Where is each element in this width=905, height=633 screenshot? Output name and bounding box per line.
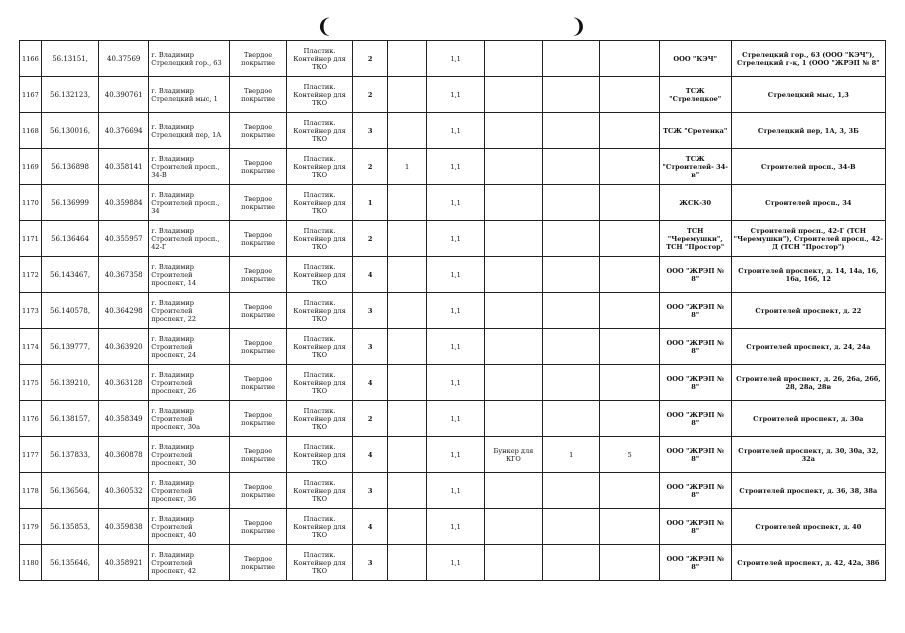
bulky-waste-count-cell: 1 [543,437,600,473]
container-type-cell: Пластик. Контейнер для ТКО [286,365,353,401]
bulky-waste-volume-cell [600,365,659,401]
address-cell: г. Владимир Стрелецкий гор., 63 [149,41,230,77]
bulky-waste-count-cell [543,185,600,221]
container-type-cell: Пластик. Контейнер для ТКО [286,41,353,77]
owner-org-cell: ТСН "Черемушки", ТСН "Простор" [659,221,731,257]
container-type-cell: Пластик. Контейнер для ТКО [286,473,353,509]
container-count-cell: 3 [353,293,387,329]
container-volume-cell: 1,1 [427,473,484,509]
bulky-waste-type-cell [484,401,542,437]
surface-cell: Твердое покрытие [230,113,286,149]
longitude-cell: 40.360532 [99,473,149,509]
table-row [20,41,886,77]
bulky-waste-type-cell [484,293,542,329]
container-type-cell: Пластик. Контейнер для ТКО [286,437,353,473]
bulky-waste-count-cell [543,401,600,437]
bulky-waste-volume-cell [600,473,659,509]
container-count-cell: 1 [353,185,387,221]
bulky-waste-volume-cell [600,185,659,221]
served-objects-cell: Строителей просп., 34 [731,185,885,221]
bulky-waste-type-cell [484,41,542,77]
bulky-waste-volume-cell [600,545,659,581]
container-type-cell: Пластик. Контейнер для ТКО [286,509,353,545]
container-count-cell: 3 [353,473,387,509]
container-count-cell: 4 [353,509,387,545]
latitude-cell: 56.132123, [41,77,98,113]
container-type-cell: Пластик. Контейнер для ТКО [286,149,353,185]
container-volume-cell: 1,1 [427,401,484,437]
bulky-waste-type-cell [484,473,542,509]
address-cell: г. Владимир Строителей просп., 42-Г [149,221,230,257]
table-row [20,509,886,545]
row-number-cell: 1179 [20,509,42,545]
container-volume-cell: 1,1 [427,257,484,293]
surface-cell: Твердое покрытие [230,77,286,113]
owner-org-cell: ООО "ЖРЭП № 8" [659,437,731,473]
owner-org-cell: ООО "ЖРЭП № 8" [659,401,731,437]
address-cell: г. Владимир Стрелецкий пер, 1А [149,113,230,149]
longitude-cell: 40.376694 [99,113,149,149]
address-cell: г. Владимир Строителей проспект, 42 [149,545,230,581]
container-type-cell: Пластик. Контейнер для ТКО [286,545,353,581]
row-number-cell: 1173 [20,293,42,329]
extra-count-cell [387,41,427,77]
bulky-waste-count-cell [543,149,600,185]
bulky-waste-count-cell [543,41,600,77]
owner-org-cell: ООО "ЖРЭП № 8" [659,473,731,509]
longitude-cell: 40.360878 [99,437,149,473]
container-volume-cell: 1,1 [427,221,484,257]
longitude-cell: 40.355957 [99,221,149,257]
address-cell: г. Владимир Строителей проспект, 24 [149,329,230,365]
container-volume-cell: 1,1 [427,437,484,473]
served-objects-cell: Строителей проспект, д. 24, 24а [731,329,885,365]
extra-count-cell [387,293,427,329]
served-objects-cell: Стрелецкий гор., 63 (ООО "КЭЧ"), Стрелецкий г-к, 1 (ООО "ЖРЭП № 8" [731,41,885,77]
row-number-cell: 1171 [20,221,42,257]
table-body [20,41,886,581]
longitude-cell: 40.364298 [99,293,149,329]
latitude-cell: 56.135646, [41,545,98,581]
owner-org-cell: ООО "ЖРЭП № 8" [659,293,731,329]
bulky-waste-volume-cell [600,329,659,365]
row-number-cell: 1169 [20,149,42,185]
container-count-cell: 3 [353,113,387,149]
row-number-cell: 1168 [20,113,42,149]
surface-cell: Твердое покрытие [230,257,286,293]
address-cell: г. Владимир Строителей проспект, 36 [149,473,230,509]
container-count-cell: 4 [353,257,387,293]
bulky-waste-type-cell [484,509,542,545]
container-count-cell: 4 [353,437,387,473]
table-row [20,257,886,293]
waste-sites-table [19,40,886,581]
owner-org-cell: ООО "ЖРЭП № 8" [659,329,731,365]
latitude-cell: 56.130016, [41,113,98,149]
address-cell: г. Владимир Строителей проспект, 14 [149,257,230,293]
latitude-cell: 56.136564, [41,473,98,509]
surface-cell: Твердое покрытие [230,365,286,401]
longitude-cell: 40.390761 [99,77,149,113]
row-number-cell: 1180 [20,545,42,581]
surface-cell: Твердое покрытие [230,329,286,365]
bulky-waste-count-cell [543,365,600,401]
table-row [20,401,886,437]
table-row [20,113,886,149]
extra-count-cell [387,365,427,401]
bulky-waste-type-cell [484,329,542,365]
owner-org-cell: ООО "ЖРЭП № 8" [659,257,731,293]
bulky-waste-count-cell [543,221,600,257]
owner-org-cell: ЖСК-30 [659,185,731,221]
container-count-cell: 2 [353,221,387,257]
bulky-waste-volume-cell [600,41,659,77]
extra-count-cell [387,77,427,113]
latitude-cell: 56.139777, [41,329,98,365]
row-number-cell: 1177 [20,437,42,473]
container-type-cell: Пластик. Контейнер для ТКО [286,221,353,257]
bulky-waste-type-cell [484,77,542,113]
served-objects-cell: Строителей проспект, д. 40 [731,509,885,545]
address-cell: г. Владимир Строителей проспект, 30 [149,437,230,473]
table-row [20,185,886,221]
bulky-waste-volume-cell [600,113,659,149]
table-row [20,437,886,473]
container-volume-cell: 1,1 [427,149,484,185]
served-objects-cell: Строителей проспект, д. 22 [731,293,885,329]
extra-count-cell [387,401,427,437]
table-row [20,365,886,401]
latitude-cell: 56.138157, [41,401,98,437]
surface-cell: Твердое покрытие [230,473,286,509]
extra-count-cell [387,257,427,293]
extra-count-cell [387,185,427,221]
bulky-waste-count-cell [543,473,600,509]
bulky-waste-type-cell [484,257,542,293]
longitude-cell: 40.359838 [99,509,149,545]
bulky-waste-count-cell [543,113,600,149]
served-objects-cell: Строителей проспект, д. 30а [731,401,885,437]
latitude-cell: 56.13151, [41,41,98,77]
extra-count-cell [387,437,427,473]
table-row [20,149,886,185]
row-number-cell: 1172 [20,257,42,293]
served-objects-cell: Стрелецкий пер, 1А, 3, 3Б [731,113,885,149]
container-type-cell: Пластик. Контейнер для ТКО [286,293,353,329]
bulky-waste-type-cell [484,545,542,581]
address-cell: г. Владимир Строителей проспект, 26 [149,365,230,401]
latitude-cell: 56.140578, [41,293,98,329]
surface-cell: Твердое покрытие [230,509,286,545]
bulky-waste-volume-cell [600,77,659,113]
container-volume-cell: 1,1 [427,77,484,113]
longitude-cell: 40.358349 [99,401,149,437]
address-cell: г. Владимир Строителей проспект, 30а [149,401,230,437]
container-volume-cell: 1,1 [427,113,484,149]
bulky-waste-type-cell [484,221,542,257]
surface-cell: Твердое покрытие [230,401,286,437]
address-cell: г. Владимир Строителей проспект, 40 [149,509,230,545]
table-row [20,293,886,329]
container-count-cell: 2 [353,149,387,185]
bulky-waste-volume-cell [600,293,659,329]
row-number-cell: 1175 [20,365,42,401]
container-volume-cell: 1,1 [427,365,484,401]
container-volume-cell: 1,1 [427,41,484,77]
longitude-cell: 40.363128 [99,365,149,401]
table-row [20,77,886,113]
container-volume-cell: 1,1 [427,545,484,581]
latitude-cell: 56.143467, [41,257,98,293]
bulky-waste-type-cell [484,365,542,401]
longitude-cell: 40.358141 [99,149,149,185]
container-volume-cell: 1,1 [427,329,484,365]
owner-org-cell: ТСЖ "Строителей- 34-в" [659,149,731,185]
address-cell: г. Владимир Строителей проспект, 22 [149,293,230,329]
latitude-cell: 56.139210, [41,365,98,401]
bulky-waste-volume-cell [600,257,659,293]
served-objects-cell: Строителей проспект, д. 26, 26а, 26б, 28, 28а, 28в [731,365,885,401]
row-number-cell: 1166 [20,41,42,77]
bulky-waste-count-cell [543,329,600,365]
bulky-waste-count-cell [543,545,600,581]
extra-count-cell [387,221,427,257]
extra-count-cell [387,473,427,509]
container-volume-cell: 1,1 [427,509,484,545]
bulky-waste-volume-cell [600,509,659,545]
address-cell: г. Владимир Строителей просп., 34 [149,185,230,221]
latitude-cell: 56.136464 [41,221,98,257]
extra-count-cell [387,113,427,149]
served-objects-cell: Строителей проспект, д. 30, 30а, 32, 32а [731,437,885,473]
latitude-cell: 56.137833, [41,437,98,473]
container-type-cell: Пластик. Контейнер для ТКО [286,257,353,293]
container-volume-cell: 1,1 [427,293,484,329]
container-count-cell: 2 [353,41,387,77]
owner-org-cell: ТСЖ "Стрелецкое" [659,77,731,113]
row-number-cell: 1178 [20,473,42,509]
bulky-waste-volume-cell: 5 [600,437,659,473]
extra-count-cell: 1 [387,149,427,185]
binder-hole-mark-left: ❨ [316,14,333,38]
container-type-cell: Пластик. Контейнер для ТКО [286,401,353,437]
row-number-cell: 1170 [20,185,42,221]
surface-cell: Твердое покрытие [230,185,286,221]
served-objects-cell: Строителей просп., 42-Г (ТСН "Черемушки"), Строителей просп., 42-Д (ТСН "Простор") [731,221,885,257]
surface-cell: Твердое покрытие [230,437,286,473]
bulky-waste-type-cell [484,113,542,149]
bulky-waste-count-cell [543,509,600,545]
container-count-cell: 3 [353,329,387,365]
table-row [20,545,886,581]
served-objects-cell: Стрелецкий мыс, 1,3 [731,77,885,113]
container-volume-cell: 1,1 [427,185,484,221]
table-row [20,473,886,509]
owner-org-cell: ООО "ЖРЭП № 8" [659,365,731,401]
longitude-cell: 40.358921 [99,545,149,581]
container-type-cell: Пластик. Контейнер для ТКО [286,77,353,113]
served-objects-cell: Строителей проспект, д. 42, 42а, 38б [731,545,885,581]
table-row [20,329,886,365]
owner-org-cell: ООО "КЭЧ" [659,41,731,77]
binder-hole-mark-right: ❩ [570,14,587,38]
container-type-cell: Пластик. Контейнер для ТКО [286,329,353,365]
bulky-waste-volume-cell [600,149,659,185]
extra-count-cell [387,329,427,365]
container-count-cell: 4 [353,365,387,401]
row-number-cell: 1167 [20,77,42,113]
extra-count-cell [387,545,427,581]
longitude-cell: 40.37569 [99,41,149,77]
surface-cell: Твердое покрытие [230,149,286,185]
row-number-cell: 1176 [20,401,42,437]
container-count-cell: 2 [353,401,387,437]
owner-org-cell: ООО "ЖРЭП № 8" [659,545,731,581]
owner-org-cell: ООО "ЖРЭП № 8" [659,509,731,545]
longitude-cell: 40.359884 [99,185,149,221]
served-objects-cell: Строителей просп., 34-В [731,149,885,185]
surface-cell: Твердое покрытие [230,545,286,581]
container-count-cell: 3 [353,545,387,581]
bulky-waste-type-cell [484,149,542,185]
table-row [20,221,886,257]
served-objects-cell: Строителей проспект, д. 14, 14а, 16, 16а, 16б, 12 [731,257,885,293]
latitude-cell: 56.136999 [41,185,98,221]
surface-cell: Твердое покрытие [230,221,286,257]
bulky-waste-count-cell [543,77,600,113]
bulky-waste-type-cell: Бункер для КГО [484,437,542,473]
surface-cell: Твердое покрытие [230,293,286,329]
address-cell: г. Владимир Строителей просп., 34-В [149,149,230,185]
bulky-waste-count-cell [543,293,600,329]
container-type-cell: Пластик. Контейнер для ТКО [286,185,353,221]
extra-count-cell [387,509,427,545]
bulky-waste-count-cell [543,257,600,293]
container-type-cell: Пластик. Контейнер для ТКО [286,113,353,149]
surface-cell: Твердое покрытие [230,41,286,77]
bulky-waste-volume-cell [600,221,659,257]
address-cell: г. Владимир Стрелецкий мыс, 1 [149,77,230,113]
row-number-cell: 1174 [20,329,42,365]
latitude-cell: 56.136898 [41,149,98,185]
bulky-waste-volume-cell [600,401,659,437]
latitude-cell: 56.135853, [41,509,98,545]
longitude-cell: 40.363920 [99,329,149,365]
container-count-cell: 2 [353,77,387,113]
bulky-waste-type-cell [484,185,542,221]
served-objects-cell: Строителей проспект, д. 36, 38, 38а [731,473,885,509]
owner-org-cell: ТСЖ "Сретенка" [659,113,731,149]
longitude-cell: 40.367358 [99,257,149,293]
